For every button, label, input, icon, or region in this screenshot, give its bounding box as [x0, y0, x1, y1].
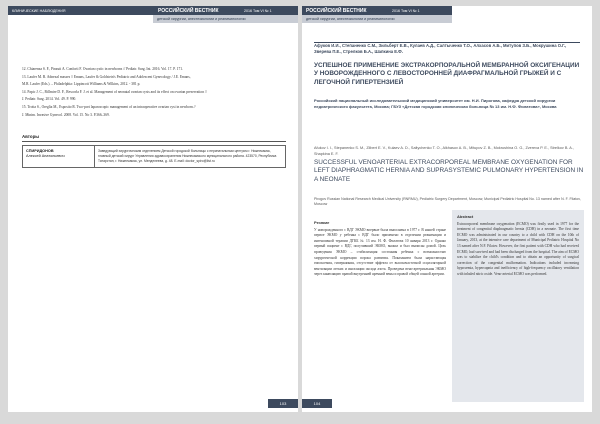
reference-item: M.R. Laufer (Eds.). – Philadelphia: Lippincott Williams & Wilkins, 2012. - 381 p. — [22, 82, 141, 87]
author-given-name: Алексей Анатольевич — [26, 154, 65, 158]
resume-text: У новорожденного с ВДГ ЭКМО впервые была выполнена в 1977 г. В нашей стране первое ЭКМО у ребенка с ВДГ было применено в отделении реанимации и интенсивной терапии ДГКБ № 13 им. Н. Ф. Филатова 10 января 2013 г. Однако первый пациент с ВДГ, получивший ЭКМО, выжил и был выписан домой. Цель проведения ЭКМО – стабилизация состояния ребенка с возможностью хирургической коррекции порока развития. Показанием была нарастающая гипоксемия, гиперкапния, отсутствие эффекта от высокочастотной осцилляторной вентиляции легких и ингаляции оксида азота. Проведена вено-артериальная ЭКМО через канюляцию правой внутренней яремной вены и правой общей сонной артерии. — [314, 227, 446, 277]
article-title-english: SUCCESSFUL VENOARTERIAL EXTRACORPOREAL MEMBRANE OXYGENATION FOR LEFT DIAPHRAGMATIC HERNIA AND SUPRASYSTEMIC PULMONARY HYPERTENSION IN A NEONATE — [314, 159, 584, 183]
right-page-header — [302, 6, 592, 32]
authors-english: Afukov I. I., Stepanenko S. M., Zilbert E. V., Kulaev A. D., Saltychenko T. O., Alkhasov A. B., Mitupov Z. B., Mokrushina O. G., Zvereva P. E., Strelkov B. A., Shapkina E. F. — [314, 146, 574, 156]
right-page — [302, 6, 592, 412]
reference-item: J. Minim. Invasive Gynecol. 2008. Vol. 15. No 3. P.366–369. — [22, 112, 110, 117]
reference-item: 12. Chiarenza S. F., Pinzuti A. Conforti F. Ovarian cystic in newborns // Pediatr. Surg. Int. 2016. Vol. 17. P. 171. — [22, 67, 183, 71]
reference-item: 14. Papic J. C., Billmire D. F., Rescorla F. J. et al. Management of neonatal ovarian cysts and its effect on ovarian preservation // — [22, 89, 207, 94]
reference-item: 15. Trotta S., Oreglia M., Esposito R. Two-port laparoscopic management of an intraoperative ovarian cyst in newborn // — [22, 104, 196, 109]
resume-column — [314, 220, 446, 278]
journal-issue: 2016 Том VI № 1 — [244, 9, 272, 13]
abstract-heading: Abstract — [457, 214, 474, 219]
author-surname: СПИРИДОНОВ — [26, 149, 54, 153]
journal-name: РОССИЙСКИЙ ВЕСТНИК — [158, 8, 219, 14]
article-title-russian: УСПЕШНОЕ ПРИМЕНЕНИЕ ЭКСТРАКОРПОРАЛЬНОЙ МЕМБРАННОЙ ОКСИГЕНАЦИИ У НОВОРОЖДЕННОГО С ЛЕВОСТОРОННЕЙ ДИАФРАГМАЛЬНОЙ ГРЫЖЕЙ И С ЛЕГОЧНОЙ ГИПЕРТЕНЗИЕЙ — [314, 62, 580, 86]
journal-issue: 2016 Том VI № 1 — [392, 9, 420, 13]
author-row — [23, 146, 285, 167]
section-label: КЛИНИЧЕСКИЕ НАБЛЮДЕНИЯ — [12, 9, 66, 13]
resume-heading: Резюме — [314, 220, 330, 225]
affiliation-english: Pirogov Russian National Research Medical University (RNRMU), Pediatric Surgery Department, Moscow; Municipal Pediatric Hospital No. 13 named after N. F. Filatov, Moscow — [314, 197, 581, 207]
page-number: 103 — [268, 399, 298, 408]
reference-item: 13. Laufer M. R. Adnexal masses // Emans, Laufer & Goldstein's Pediatric and Adolescent Gynecology / J.E. Emans, — [22, 74, 191, 79]
authors-russian: Афуков И.И., Степаненко С.М., Зильберт Е.В., Кулаев А.Д., Салтыченко Т.О., Алхасов А.Б., Митупов З.Б., Мокрушина О.Г., Зверева П.Е., Стрелков Б.А., Шапкина Е.Ф. — [314, 43, 567, 54]
journal-subtitle: детской хирургии, анестезиологии и реаниматологии — [157, 17, 246, 21]
reference-list — [22, 66, 286, 119]
reference-item: J. Pediatr. Surg. 2014. Vol. 49. P. 990. — [22, 97, 77, 102]
page-number: 104 — [302, 399, 332, 408]
authors-heading: Авторы — [22, 134, 286, 142]
affiliation-russian: Российский национальный исследовательский медицинский университет им. Н.И. Пирогова, кафедра детской хирургии педиатрического факультета, Москва; ГБУЗ «Детская городская клиническая больница № 13 им. Н.Ф. Филатова», Москва — [314, 98, 557, 109]
author-name-cell — [23, 146, 95, 167]
left-page — [8, 6, 298, 412]
journal-name: РОССИЙСКИЙ ВЕСТНИК — [306, 8, 367, 14]
abstract-text: Extracorporeal membrane oxygenation (ECMO) was firstly used in 1977 for the treatment of congenital diaphragmatic hernia (CDH) in a neonate. The first time ECMO was administrated in our country to a child with CDH on the 10th of January, 2013, at the intensive care department of Municipal Pediatric Hospital No 13 named after N.F. Filatov. However, the first patient with CDH who had received ECMO, had survived and had been discharged from the hospital. The aim of ECMO was to stabilize the child's condition and to obtain an opportunity of surgical correction of the congenital malformation. Indications included increasing hypoxemia, hypercapnia and inefficiency of high-frequency oscillatory ventilation with inhaled nitric oxide. Veno-arterial ECMO was performed. — [457, 221, 579, 276]
author-table — [22, 145, 286, 168]
author-info: Заведующий хирургическим отделением Детской городской больницы с перинатальным центром г. Нижнекамск, главный детский хирург Управления здравоохранения Нижнекамского муниципального района. 423570, Республика Татарстан, г. Нижнекамск, ул. Менделеева, д. 48. E-mail: doctor_spiro@list.ru — [98, 149, 277, 163]
journal-subtitle: детской хирургии, анестезиологии и реаниматологии — [306, 17, 395, 21]
abstract-box — [452, 210, 584, 402]
left-page-header — [8, 6, 298, 32]
